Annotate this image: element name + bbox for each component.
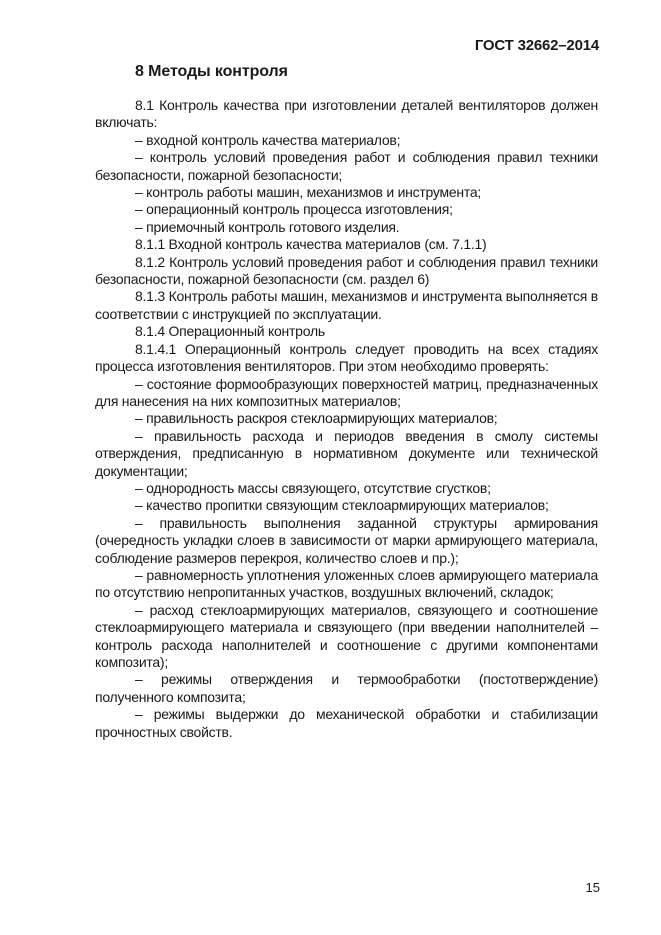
list-item: – правильность раскроя стеклоармирующих материалов; <box>135 410 498 427</box>
list-item: – правильность выполнения заданной структуры армирования (очередность укладки слоев в зависимости от марки армирующего материала, соблюдение размеров перекроя, количество слоев и пр.); <box>95 514 598 566</box>
paragraph: 8.1.1 Входной контроль качества материалов (см. 7.1.1) <box>135 236 487 253</box>
document-code: ГОСТ 32662–2014 <box>474 37 599 54</box>
list-item: – состояние формообразующих поверхностей матриц, предназначенных для нанесения на них композитных материалов; <box>95 375 598 409</box>
list-item: – приемочный контроль готового изделия. <box>135 218 400 235</box>
list-item: – контроль условий проведения работ и соблюдения правил техники безопасности, пожарной безопасности; <box>95 149 598 183</box>
list-item: – режимы отверждения и термообработки (постотверждение) полученного композита; <box>95 671 598 705</box>
list-item: – правильность расхода и периодов введения в смолу системы отверждения, предписанную в нормативном документе или технической документации; <box>95 427 598 479</box>
list-item: – расход стеклоармирующих материалов, связующего и соотношение стеклоармирующего материала и связующего (при введении наполнителей – контроль расхода наполнителей и соотношение с другими компонентами композита); <box>95 601 598 670</box>
list-item: – однородность массы связующего, отсутствие сгустков; <box>135 479 491 496</box>
paragraph: 8.1.3 Контроль работы машин, механизмов и инструмента выполняется в соответствии с инструкцией по эксплуатации. <box>95 288 598 322</box>
page-number: 15 <box>585 880 600 895</box>
subsection-heading: 8.1.4 Операционный контроль <box>135 323 325 340</box>
section-title: 8 Методы контроля <box>135 63 288 80</box>
list-item: – контроль работы машин, механизмов и инструмента; <box>135 184 482 201</box>
list-item: – входной контроль качества материалов; <box>135 131 401 148</box>
list-item: – качество пропитки связующим стеклоармирующих материалов; <box>135 497 549 514</box>
list-item: – режимы выдержки до механической обработки и стабилизации прочностных свойств. <box>95 706 598 740</box>
paragraph: 8.1.4.1 Операционный контроль следует проводить на всех стадиях процесса изготовления вентиляторов. При этом необходимо проверять: <box>95 340 598 375</box>
paragraph: 8.1 Контроль качества при изготовлении деталей вентиляторов должен включать: <box>95 97 598 131</box>
section-body <box>95 97 598 741</box>
paragraph: 8.1.2 Контроль условий проведения работ и соблюдения правил техники безопасности, пожарной безопасности (см. раздел 6) <box>95 253 598 288</box>
list-item: – операционный контроль процесса изготовления; <box>135 201 453 218</box>
list-item: – равномерность уплотнения уложенных слоев армирующего материала по отсутствию непропитанных участков, воздушных включений, складок; <box>95 566 598 601</box>
